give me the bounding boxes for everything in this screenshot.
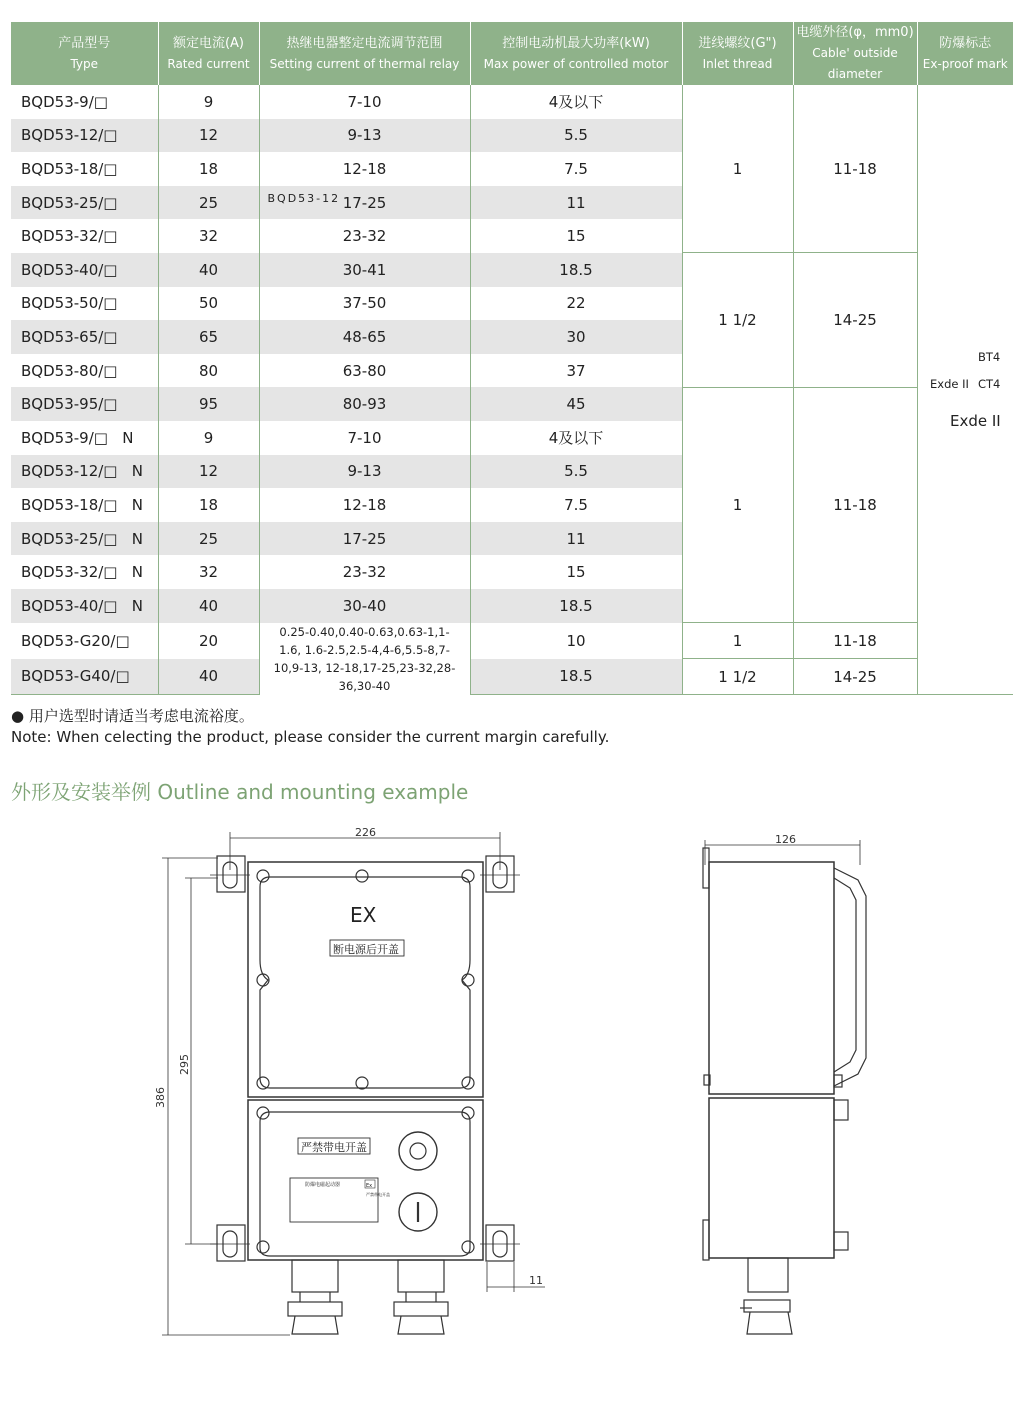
- cell-type: BQD53-G40/□: [11, 659, 158, 695]
- side-view: [703, 848, 866, 1334]
- cell-setting: 12-18: [259, 488, 470, 522]
- cell-current: 9: [158, 85, 259, 119]
- header-rated-current: 额定电流(A) Rated current: [158, 22, 259, 85]
- cell-power: 18.5: [470, 253, 682, 287]
- mount-lug-bottom-right: [480, 1225, 520, 1261]
- cell-thread: 1: [682, 85, 793, 253]
- cell-type: BQD53-G20/□: [21, 631, 130, 650]
- cell-cable: 14-25: [793, 253, 917, 387]
- exmark-exde: Exde II: [930, 377, 969, 391]
- cell-type: BQD53-18/□: [21, 159, 118, 178]
- cell-power: 22: [470, 287, 682, 321]
- section-title: 外形及安装举例 Outline and mounting example: [11, 780, 469, 804]
- exmark-bt4: BT4: [978, 350, 1001, 364]
- cell-thread: 1 1/2: [682, 253, 793, 387]
- dim-height-mount: [178, 878, 218, 1244]
- cell-cable: 11-18: [793, 623, 917, 659]
- cell-current: 12: [158, 119, 259, 153]
- exmark-exde-2: Exde II: [950, 412, 1001, 430]
- cell-cable: 11-18: [793, 85, 917, 253]
- cell-setting: 9-13: [259, 119, 470, 153]
- cell-cable: 14-25: [793, 659, 917, 695]
- cell-type: BQD53-12/□ N: [11, 455, 158, 489]
- cell-type: BQD53-9/□: [21, 92, 108, 111]
- nameplate-title: 防爆电磁起动器: [305, 1182, 341, 1188]
- nameplate-ex: Ex: [366, 1183, 373, 1189]
- cell-current: 25: [158, 522, 259, 556]
- cell-current: 32: [158, 219, 259, 253]
- cell-type: BQD53-80/□: [21, 361, 118, 380]
- cell-setting: 63-80: [259, 354, 470, 388]
- cell-current: 80: [158, 354, 259, 388]
- cell-setting: 23-32: [259, 219, 470, 253]
- cell-power: 30: [470, 320, 682, 354]
- cell-power: 11: [470, 522, 682, 556]
- cell-current: 32: [158, 555, 259, 589]
- cell-current: 95: [158, 387, 259, 421]
- cell-current: 9: [158, 421, 259, 455]
- cell-power: 37: [470, 354, 682, 388]
- cell-type: BQD53-50/□: [21, 294, 118, 313]
- cell-current: 40: [158, 659, 259, 695]
- cell-setting: 37-50: [259, 287, 470, 321]
- cell-power: 45: [470, 387, 682, 421]
- cell-type: BQD53-18/□ N: [21, 495, 143, 514]
- cell-current: 18: [158, 488, 259, 522]
- cell-current: 18: [158, 152, 259, 186]
- dim-bolt-label: 11: [529, 1274, 543, 1287]
- mount-lug-bottom-left: [210, 1225, 250, 1261]
- dim-depth-label: 126: [775, 833, 796, 846]
- header-ex-mark: 防爆标志 Ex-proof mark: [917, 22, 1013, 85]
- cell-setting: 30-40: [259, 589, 470, 623]
- cell-power: 5.5: [470, 455, 682, 489]
- cell-type: BQD53-40/□ N: [11, 589, 158, 623]
- cell-power: 15: [470, 219, 682, 253]
- note-en: Note: When celecting the product, please consider the current margin carefully.: [11, 728, 610, 746]
- bottom-cover-label: 严禁带电开盖: [301, 1141, 367, 1154]
- cell-setting: 17-25: [259, 522, 470, 556]
- cell-setting-value: 17-25: [342, 193, 387, 212]
- stop-button: [399, 1132, 437, 1170]
- cell-setting: 30-41: [259, 253, 470, 287]
- cell-power: 18.5: [470, 659, 682, 695]
- cell-setting: 23-32: [259, 555, 470, 589]
- cell-power: 5.5: [470, 119, 682, 153]
- cell-current: 12: [158, 455, 259, 489]
- nameplate-side-label: 严禁带电开盖: [366, 1192, 390, 1197]
- cell-setting: 80-93: [259, 387, 470, 421]
- cell-thread: 1: [682, 623, 793, 659]
- cell-current: 20: [158, 623, 259, 659]
- cell-power: 4及以下: [470, 421, 682, 455]
- cell-setting: 7-10: [259, 85, 470, 119]
- cell-setting-g-series: 0.25-0.40,0.40-0.63,0.63-1,1-1.6, 1.6-2.5,2.5-4,4-6,5.5-8,7-10,9-13, 12-18,17-25,23-32,28-36,30-40: [259, 623, 470, 695]
- header-cable-diameter: 电缆外径(φ，mm0) Cable' outside diameter: [793, 22, 917, 85]
- cell-setting: 7-10: [259, 421, 470, 455]
- ex-label: EX: [350, 903, 377, 927]
- cell-current: 50: [158, 287, 259, 321]
- cell-thread: 1: [682, 387, 793, 622]
- cell-power: 10: [470, 623, 682, 659]
- dim-bolt: [487, 1262, 545, 1292]
- cell-type: BQD53-65/□: [11, 320, 158, 354]
- upper-enclosure: [248, 862, 483, 1097]
- cell-type: BQD53-32/□: [21, 227, 118, 246]
- dim-width: [230, 826, 500, 870]
- cell-type: BQD53-9/□ N: [21, 428, 134, 447]
- exmark-ct4: CT4: [978, 377, 1001, 391]
- cell-type: BQD53-25/□ N: [11, 522, 158, 556]
- cell-power: 15: [470, 555, 682, 589]
- header-type: 产品型号 Type: [11, 22, 158, 85]
- dim-depth: [705, 833, 860, 865]
- cable-gland-right: [394, 1260, 448, 1334]
- top-cover-label: 断电源后开盖: [333, 943, 399, 956]
- cell-type: BQD53-95/□: [11, 387, 158, 421]
- header-max-power: 控制电动机最大功率(kW) Max power of controlled motor: [470, 22, 682, 85]
- mount-lug-top-left: [210, 856, 250, 892]
- cell-power: 11: [470, 186, 682, 220]
- cell-thread: 1 1/2: [682, 659, 793, 695]
- dim-height-mount-label: 295: [178, 1054, 191, 1075]
- stray-label: BQD53-12: [267, 191, 341, 205]
- cell-type: BQD53-12/□: [11, 119, 158, 153]
- cell-type: BQD53-25/□: [11, 186, 158, 220]
- cell-setting: 9-13: [259, 455, 470, 489]
- header-inlet-thread: 进线螺纹(G") Inlet thread: [682, 22, 793, 85]
- cell-type: BQD53-32/□ N: [21, 563, 143, 582]
- cell-power: 7.5: [470, 152, 682, 186]
- cell-setting: 12-18: [259, 152, 470, 186]
- cell-power: 18.5: [470, 589, 682, 623]
- header-setting-current: 热继电器整定电流调节范围 Setting current of thermal relay: [259, 22, 470, 85]
- cell-power: 4及以下: [470, 85, 682, 119]
- cell-current: 65: [158, 320, 259, 354]
- cell-power: 7.5: [470, 488, 682, 522]
- note-zh: ● 用户选型时请适当考虑电流裕度。: [11, 707, 254, 725]
- dim-height-total-label: 386: [154, 1087, 167, 1108]
- cable-gland-left: [288, 1260, 342, 1334]
- cell-current: 40: [158, 253, 259, 287]
- cell-setting: 48-65: [259, 320, 470, 354]
- dim-width-label: 226: [355, 826, 376, 839]
- cell-current: 25: [158, 186, 259, 220]
- mount-lug-top-right: [480, 856, 520, 892]
- cell-current: 40: [158, 589, 259, 623]
- cell-type: BQD53-40/□: [11, 253, 158, 287]
- lower-enclosure: [248, 1100, 483, 1260]
- cell-cable: 11-18: [793, 387, 917, 622]
